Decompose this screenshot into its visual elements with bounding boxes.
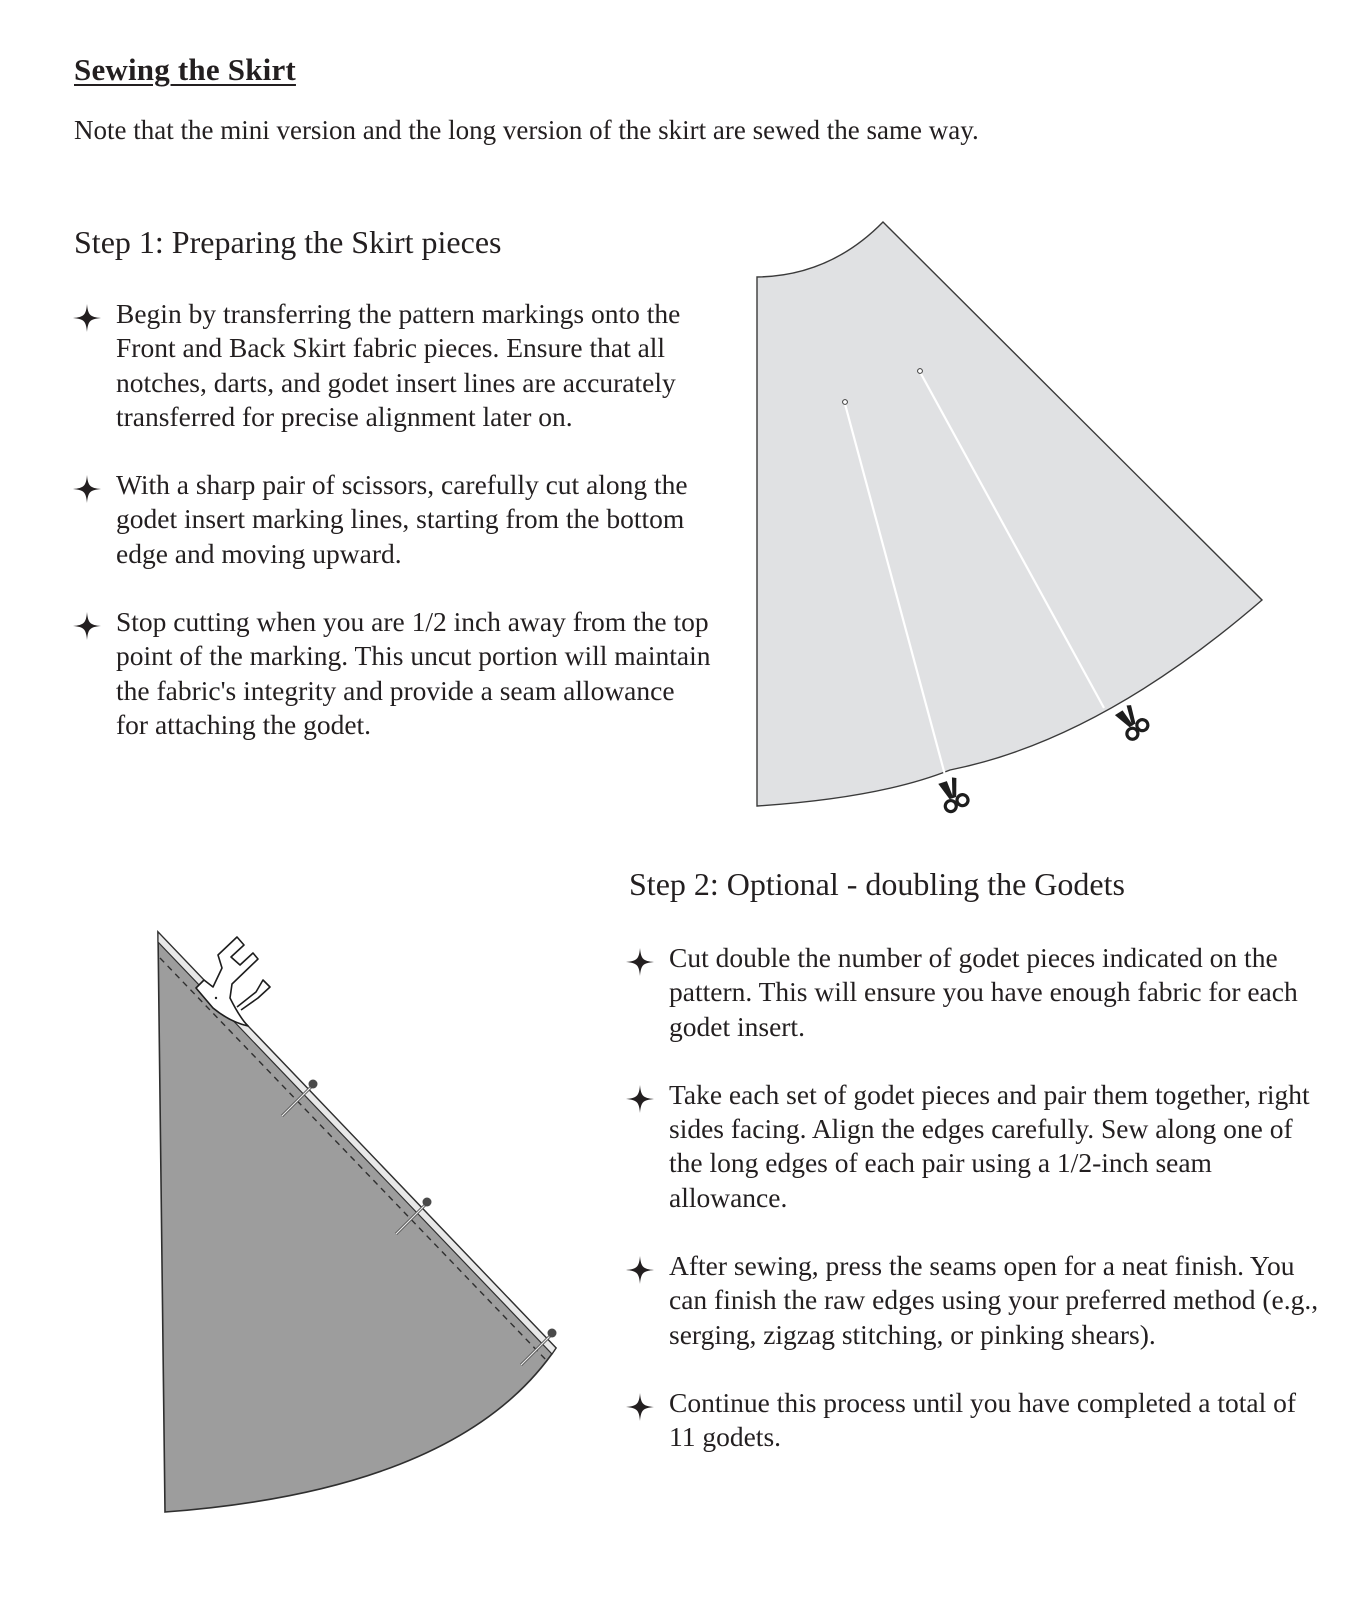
instruction-text: Take each set of godet pieces and pair them together, right sides facing. Align the edges carefully. Sew along one of the long edges of each pair using a 1/2-inch seam allowance. (669, 1078, 1310, 1213)
page-title: Sewing the Skirt (74, 52, 296, 87)
star-bullet-icon (625, 1392, 655, 1422)
star-bullet-icon (625, 1255, 655, 1285)
presser-foot-icon (196, 937, 270, 1026)
scissors-icon (937, 775, 970, 813)
skirt-panel (757, 222, 1262, 806)
pin-icon (396, 1198, 432, 1235)
star-bullet-icon (72, 611, 102, 641)
godet-cut-line (918, 369, 1104, 708)
step-1-instructions (72, 297, 712, 776)
pin-icon (521, 1329, 557, 1366)
instruction-text: Cut double the number of godet pieces indicated on the pattern. This will ensure you have enough fabric for each godet insert. (669, 942, 1298, 1042)
star-bullet-icon (72, 303, 102, 333)
instruction-item (625, 941, 1325, 1044)
step-1-heading: Step 1: Preparing the Skirt pieces (74, 224, 502, 260)
instruction-text: With a sharp pair of scissors, carefully cut along the godet insert marking lines, starting from the bottom edge and moving upward. (116, 469, 688, 569)
instruction-text: After sewing, press the seams open for a neat finish. You can finish the raw edges using your preferred method (e.g., serging, zigzag stitching, or pinking shears). (669, 1250, 1319, 1350)
instruction-item (72, 468, 712, 571)
instruction-text: Continue this process until you have completed a total of 11 godets. (669, 1386, 1297, 1453)
pin-icon (282, 1080, 318, 1117)
stitch-line (160, 958, 548, 1362)
star-bullet-icon (72, 474, 102, 504)
star-bullet-icon (625, 1084, 655, 1114)
intro-text: Note that the mini version and the long version of the skirt are sewed the same way. (74, 115, 979, 145)
instruction-text: Begin by transferring the pattern markings onto the Front and Back Skirt fabric pieces. Ensure that all notches, darts, and godet insert lines are accurately transferred for precise alignment later on. (116, 298, 681, 432)
star-bullet-icon (625, 947, 655, 977)
instruction-item (625, 1386, 1325, 1455)
instruction-item (72, 297, 712, 434)
godet-pair (158, 932, 556, 1512)
step-2-heading: Step 2: Optional - doubling the Godets (629, 866, 1125, 902)
instruction-item (625, 1249, 1325, 1352)
scissors-icon (1113, 701, 1151, 741)
instruction-item (625, 1078, 1325, 1215)
instruction-text: Stop cutting when you are 1/2 inch away from the top point of the marking. This uncut portion will maintain the fabric's integrity and provide a seam allowance for attaching the godet. (116, 606, 711, 740)
instruction-item (72, 605, 712, 742)
godet-cut-line (843, 400, 945, 775)
step-2-instructions (625, 941, 1325, 1489)
